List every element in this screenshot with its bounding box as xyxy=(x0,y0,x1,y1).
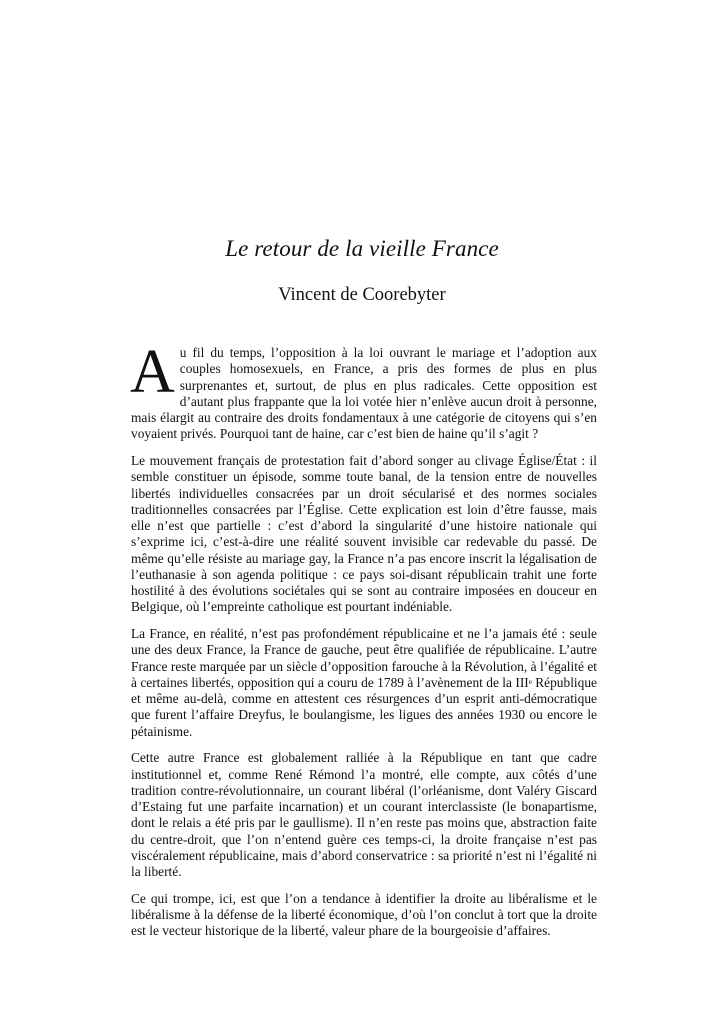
paragraph-3 xyxy=(131,626,597,740)
article-title: Le retour de la vieille France xyxy=(225,236,499,261)
paragraph-2: Le mouvement français de protestation fait d’abord songer au clivage Église/État : il semble constituer un épisode, somme toute banal, de la tension entre de nouvelles libertés individuelles consacrées par un droit sécularisé et des normes sociales traditionnelles consacrées par l’Église. Cette explication est loin d’être fausse, mais elle n’est que partielle : c’est d’abord la singularité d’une histoire nationale qui s’exprime ici, c’est-à-dire une réalité souvent invisible car redevable du passé. De même qu’elle résiste au mariage gay, la France n’a pas encore inscrit la légalisation de l’euthanasie à son agenda politique : ce pays soi-disant républicain trahit une forte hostilité à des évolutions sociétales qui se sont au contraire imposées en douceur en Belgique, où l’empreinte catholique est pourtant indéniable. xyxy=(131,453,597,615)
superscript-e: e xyxy=(528,677,532,686)
paragraph-3-text: La France, en réalité, n’est pas profondément républicaine et ne l’a jamais été : seule une des deux France, la France de gauche, peut être qualifiée de républicaine. L’autre France reste marquée par un siècle d’opposition farouche à la Révolution, à l’égalité et à certaines libertés, opposition qui a couru de 1789 à l’avènement de la III xyxy=(131,626,597,690)
paragraph-4: Cette autre France est globalement ralliée à la République en tant que cadre institutionnel et, comme René Rémond l’a montré, elle compte, aux côtés d’une tradition contre-révolutionnaire, un courant libéral (l’orléanisme, dont Valéry Giscard d’Estaing fut une parfaite incarnation) et un courant interclassiste (le bonapartisme, dont le relais a été pris par le gaullisme). Il n’en reste pas moins que, abstraction faite du centre-droit, que l’on n’entend guère ces temps-ci, la droite française n’est pas viscéralement républicaine, mais d’abord conservatrice : sa priorité n’est ni l’égalité ni la liberté. xyxy=(131,750,597,879)
paragraph-5: Ce qui trompe, ici, est que l’on a tendance à identifier la droite au libéralisme et le libéralisme à la défense de la liberté économique, d’où l’on conclut à tort que la droite est le vecteur historique de la liberté, valeur phare de la bourgeoisie d’affaires. xyxy=(131,890,597,939)
paragraph-3-tail: République et même au-delà, comme en attestent ces résurgences d’un esprit anti-démocratique que furent l’affaire Dreyfus, le boulangisme, les ligues des années 1930 ou encore le pétainisme. xyxy=(131,674,597,739)
article-body xyxy=(130,338,597,950)
paragraph-1 xyxy=(130,338,597,443)
paragraph-1-text: u fil du temps, l’opposition à la loi ouvrant le mariage et l’adoption aux couples homosexuels, en France, a pris des formes de plus en plus surprenantes et, surtout, de plus en plus radicales. Cette opposition est d’autant plus frappante que la loi votée hier n’enlève aucun droit à personne, mais élargit au contraire des droits fondamentaux à une catégorie de citoyens qui s’en voyaient privés. Pourquoi tant de haine, car c’est bien de haine qu’il s’agit ? xyxy=(131,345,597,442)
article-author: Vincent de Coorebyter xyxy=(278,285,446,305)
drop-cap: A xyxy=(130,338,175,406)
